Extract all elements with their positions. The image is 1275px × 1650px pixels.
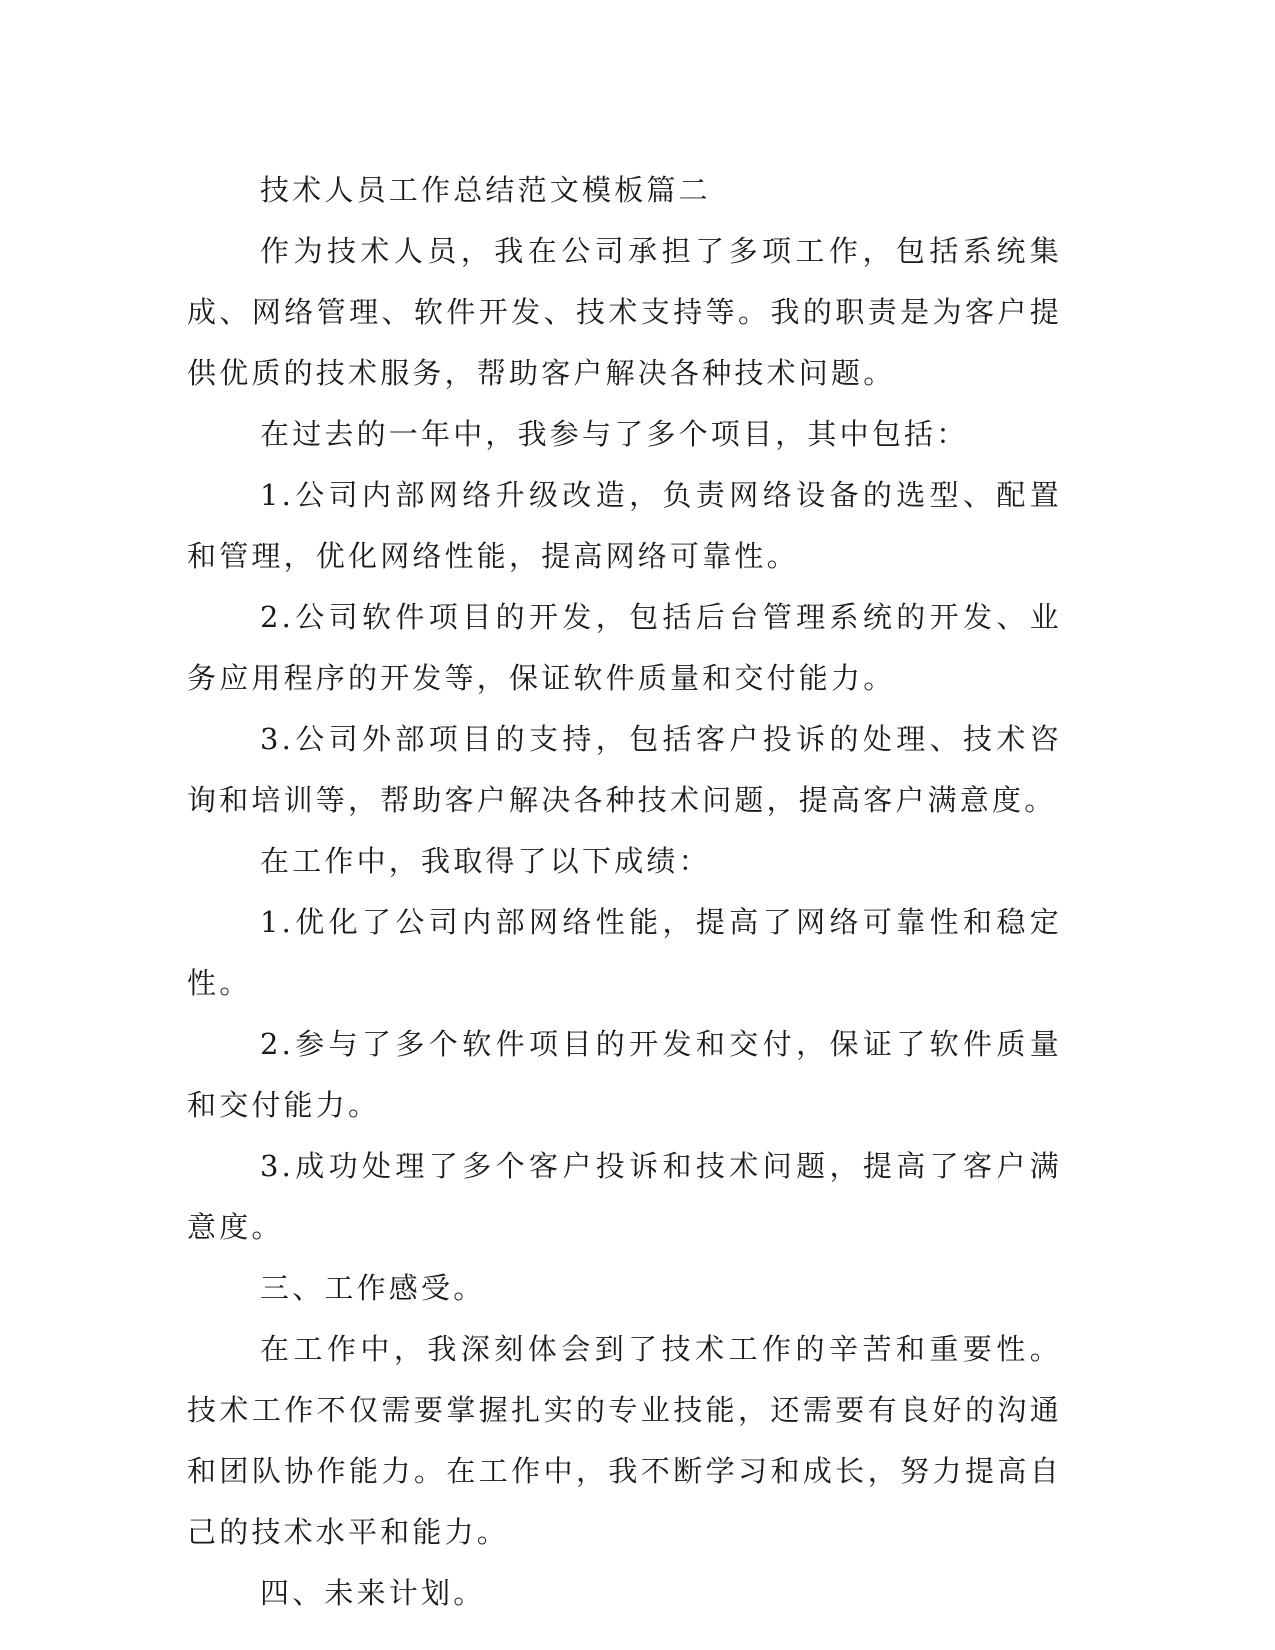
paragraph-projects-intro: 在过去的一年中，我参与了多个项目，其中包括： <box>260 417 969 451</box>
list-item-achievement-2: 2.参与了多个软件项目的开发和交付，保证了软件质量和交付能力。 <box>187 1027 1062 1122</box>
document-body <box>187 160 1062 1624</box>
list-item-project-2: 2.公司软件项目的开发，包括后台管理系统的开发、业务应用程序的开发等，保证软件质量和交付能力。 <box>187 600 1062 695</box>
list-item-achievement-1: 1.优化了公司内部网络性能，提高了网络可靠性和稳定性。 <box>187 905 1062 1000</box>
list-item-project-1: 1.公司内部网络升级改造，负责网络设备的选型、配置和管理，优化网络性能，提高网络可靠性。 <box>187 478 1062 573</box>
list-item-project-3: 3.公司外部项目的支持，包括客户投诉的处理、技术咨询和培训等，帮助客户解决各种技术问题，提高客户满意度。 <box>187 722 1062 817</box>
paragraph-feelings: 在工作中，我深刻体会到了技术工作的辛苦和重要性。技术工作不仅需要掌握扎实的专业技能，还需要有良好的沟通和团队协作能力。在工作中，我不断学习和成长，努力提高自己的技术水平和能力。 <box>187 1332 1062 1549</box>
section-heading-future-plan: 四、未来计划。 <box>260 1576 486 1610</box>
paragraph-role: 作为技术人员，我在公司承担了多项工作，包括系统集成、网络管理、软件开发、技术支持等。我的职责是为客户提供优质的技术服务，帮助客户解决各种技术问题。 <box>187 234 1062 390</box>
paragraph-achievements-intro: 在工作中，我取得了以下成绩： <box>260 844 711 878</box>
list-item-achievement-3: 3.成功处理了多个客户投诉和技术问题，提高了客户满意度。 <box>187 1149 1062 1244</box>
section-heading-feelings: 三、工作感受。 <box>260 1271 486 1305</box>
document-title: 技术人员工作总结范文模板篇二 <box>260 173 711 207</box>
